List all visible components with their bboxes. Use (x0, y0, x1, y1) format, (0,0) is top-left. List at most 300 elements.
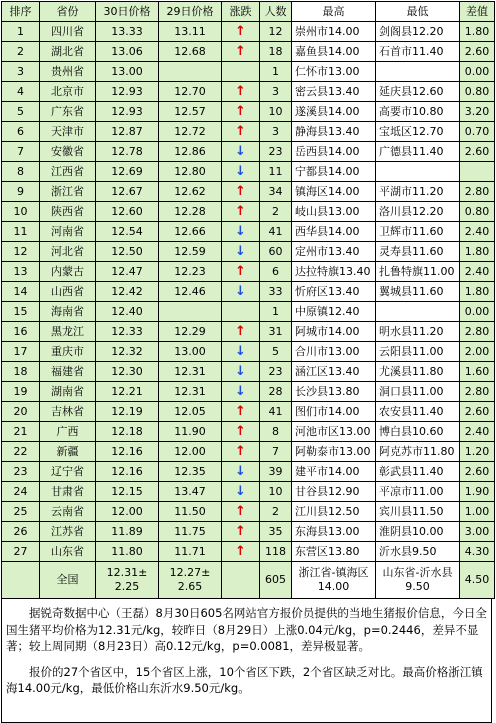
cell-price-29: 12.29 (159, 322, 222, 342)
table-row (2, 122, 495, 142)
table-row (2, 342, 495, 362)
total-price-30: 12.31± 2.25 (96, 562, 159, 599)
cell-count: 1 (260, 62, 292, 82)
cell-low: 剑阁县12.20 (376, 22, 460, 42)
cell-province: 云南省 (40, 502, 96, 522)
cell-diff: 0.00 (460, 62, 495, 82)
cell-rank: 10 (2, 202, 40, 222)
cell-high: 仁怀市13.00 (292, 62, 376, 82)
cell-province: 甘肃省 (40, 482, 96, 502)
cell-count: 34 (260, 182, 292, 202)
cell-rank: 7 (2, 142, 40, 162)
cell-price-29: 12.46 (159, 282, 222, 302)
cell-price-29: 12.23 (159, 262, 222, 282)
arrow-up-icon: ↑ (235, 423, 246, 439)
cell-price-29: 12.80 (159, 162, 222, 182)
cell-price-29: 12.57 (159, 102, 222, 122)
cell-price-30: 12.00 (96, 502, 159, 522)
cell-province: 天津市 (40, 122, 96, 142)
cell-count: 60 (260, 242, 292, 262)
cell-diff (460, 162, 495, 182)
cell-price-30: 11.80 (96, 542, 159, 562)
cell-high: 嘉鱼县14.00 (292, 42, 376, 62)
header-low: 最低 (376, 2, 460, 22)
cell-count: 1 (260, 302, 292, 322)
cell-trend (222, 302, 260, 322)
cell-price-29: 12.00 (159, 442, 222, 462)
cell-rank: 19 (2, 382, 40, 402)
cell-province: 江西省 (40, 162, 96, 182)
cell-price-30: 12.19 (96, 402, 159, 422)
cell-low: 扎鲁特旗11.00 (376, 262, 460, 282)
cell-high: 江川县12.50 (292, 502, 376, 522)
cell-diff: 0.70 (460, 122, 495, 142)
cell-price-30: 12.54 (96, 222, 159, 242)
table-row (2, 362, 495, 382)
arrow-up-icon: ↑ (235, 403, 246, 419)
cell-high: 宁都县14.00 (292, 162, 376, 182)
cell-low (376, 302, 460, 322)
cell-trend (222, 482, 260, 502)
cell-trend (222, 362, 260, 382)
cell-count: 28 (260, 382, 292, 402)
cell-high: 西华县14.00 (292, 222, 376, 242)
table-row (2, 222, 495, 242)
table-row (2, 42, 495, 62)
cell-low: 翼城县11.60 (376, 282, 460, 302)
cell-price-29: 13.11 (159, 22, 222, 42)
cell-low: 洛川县12.20 (376, 202, 460, 222)
price-table (1, 1, 495, 599)
cell-trend (222, 162, 260, 182)
cell-price-30: 12.18 (96, 422, 159, 442)
table-row (2, 262, 495, 282)
cell-low: 洞口县11.00 (376, 382, 460, 402)
cell-price-30: 12.21 (96, 382, 159, 402)
arrow-down-icon: ↓ (235, 463, 246, 479)
cell-price-30: 12.67 (96, 182, 159, 202)
total-label: 全国 (40, 562, 96, 599)
table-row (2, 462, 495, 482)
cell-trend (222, 342, 260, 362)
cell-diff: 2.40 (460, 222, 495, 242)
cell-high: 静海县13.40 (292, 122, 376, 142)
cell-province: 四川省 (40, 22, 96, 42)
cell-price-29: 11.90 (159, 422, 222, 442)
cell-low: 淮阴县10.00 (376, 522, 460, 542)
cell-province: 河北省 (40, 242, 96, 262)
arrow-down-icon: ↓ (235, 283, 246, 299)
header-price-30: 30日价格 (96, 2, 159, 22)
cell-rank: 21 (2, 422, 40, 442)
cell-trend (222, 102, 260, 122)
cell-diff: 0.80 (460, 82, 495, 102)
cell-rank: 2 (2, 42, 40, 62)
cell-price-30: 12.47 (96, 262, 159, 282)
arrow-down-icon: ↓ (235, 483, 246, 499)
cell-price-29: 11.50 (159, 502, 222, 522)
cell-rank: 17 (2, 342, 40, 362)
cell-high: 密云县13.40 (292, 82, 376, 102)
arrow-up-icon: ↑ (235, 23, 246, 39)
total-price-29: 12.27± 2.65 (159, 562, 222, 599)
header-province: 省份 (40, 2, 96, 22)
cell-trend (222, 22, 260, 42)
cell-price-30: 12.16 (96, 442, 159, 462)
cell-rank: 6 (2, 122, 40, 142)
cell-count: 3 (260, 82, 292, 102)
cell-diff: 2.60 (460, 42, 495, 62)
cell-province: 浙江省 (40, 182, 96, 202)
cell-high: 长沙县13.80 (292, 382, 376, 402)
cell-count: 23 (260, 142, 292, 162)
cell-high: 涵江区13.40 (292, 362, 376, 382)
cell-price-30: 12.50 (96, 242, 159, 262)
summary-notes (1, 599, 492, 723)
cell-low: 沂水县9.50 (376, 542, 460, 562)
cell-low: 平湖市11.20 (376, 182, 460, 202)
cell-count: 10 (260, 102, 292, 122)
arrow-up-icon: ↑ (235, 263, 246, 279)
cell-low: 博白县10.60 (376, 422, 460, 442)
cell-price-29: 13.47 (159, 482, 222, 502)
arrow-down-icon: ↓ (235, 363, 246, 379)
cell-diff: 2.60 (460, 462, 495, 482)
cell-high: 河池市区13.00 (292, 422, 376, 442)
cell-price-30: 12.69 (96, 162, 159, 182)
cell-diff: 1.90 (460, 482, 495, 502)
table-row (2, 502, 495, 522)
cell-count: 118 (260, 542, 292, 562)
cell-price-29: 12.70 (159, 82, 222, 102)
cell-low (376, 162, 460, 182)
cell-diff: 4.30 (460, 542, 495, 562)
table-row (2, 62, 495, 82)
cell-low: 尤溪县11.80 (376, 362, 460, 382)
arrow-up-icon: ↑ (235, 203, 246, 219)
cell-diff: 3.20 (460, 102, 495, 122)
cell-price-29: 12.31 (159, 382, 222, 402)
cell-province: 湖南省 (40, 382, 96, 402)
table-row (2, 382, 495, 402)
cell-province: 广西 (40, 422, 96, 442)
cell-diff: 1.80 (460, 282, 495, 302)
cell-price-30: 12.42 (96, 282, 159, 302)
total-trend (222, 562, 260, 599)
cell-rank: 15 (2, 302, 40, 322)
cell-count: 33 (260, 282, 292, 302)
cell-count: 35 (260, 522, 292, 542)
cell-count: 2 (260, 202, 292, 222)
total-rank (2, 562, 40, 599)
cell-province: 新疆 (40, 442, 96, 462)
cell-price-30: 12.78 (96, 142, 159, 162)
table-row (2, 422, 495, 442)
cell-price-30: 13.00 (96, 62, 159, 82)
cell-rank: 14 (2, 282, 40, 302)
cell-diff: 1.80 (460, 22, 495, 42)
cell-low: 广德县11.40 (376, 142, 460, 162)
cell-rank: 12 (2, 242, 40, 262)
arrow-up-icon: ↑ (235, 523, 246, 539)
cell-price-29: 12.62 (159, 182, 222, 202)
cell-low: 明水县11.20 (376, 322, 460, 342)
cell-low: 阿克苏市11.80 (376, 442, 460, 462)
header-count: 人数 (260, 2, 292, 22)
table-row (2, 242, 495, 262)
total-high: 浙江省-镇海区 14.00 (292, 562, 376, 599)
cell-price-30: 11.89 (96, 522, 159, 542)
cell-high: 岳西县14.00 (292, 142, 376, 162)
cell-price-30: 12.87 (96, 122, 159, 142)
total-count: 605 (260, 562, 292, 599)
cell-diff: 1.60 (460, 362, 495, 382)
header-row (2, 2, 495, 22)
cell-high: 达拉特旗13.40 (292, 262, 376, 282)
cell-high: 合川市13.00 (292, 342, 376, 362)
table-row (2, 322, 495, 342)
cell-diff: 1.20 (460, 442, 495, 462)
cell-trend (222, 542, 260, 562)
cell-province: 江苏省 (40, 522, 96, 542)
cell-price-29: 11.71 (159, 542, 222, 562)
cell-high: 遂溪县14.00 (292, 102, 376, 122)
cell-diff: 2.80 (460, 382, 495, 402)
cell-trend (222, 142, 260, 162)
arrow-up-icon: ↑ (235, 503, 246, 519)
cell-high: 东营区13.80 (292, 542, 376, 562)
cell-low: 平凉市11.00 (376, 482, 460, 502)
cell-high: 东海县13.00 (292, 522, 376, 542)
cell-high: 阿勒泰市13.00 (292, 442, 376, 462)
cell-count: 11 (260, 162, 292, 182)
cell-count: 41 (260, 222, 292, 242)
summary-paragraph: 报价的27个省区中，15个省区上涨，10个省区下跌，2个省区缺乏对比。最高价格浙江镇海14.00元/kg，最低价格山东沂水9.50元/kg。 (6, 664, 483, 695)
header-high: 最高 (292, 2, 376, 22)
cell-trend (222, 182, 260, 202)
cell-price-29 (159, 302, 222, 322)
cell-diff: 3.00 (460, 522, 495, 542)
cell-trend (222, 462, 260, 482)
header-rank: 排序 (2, 2, 40, 22)
cell-low: 彰武县11.40 (376, 462, 460, 482)
cell-rank: 9 (2, 182, 40, 202)
summary-paragraph: 据锐奇数据中心（王磊）8月30日605名网站官方报价员提供的当地生猪报价信息，今日全国生猪平均价格为12.31元/kg，较昨日（8月29日）上涨0.04元/kg，p=0.2446，差异不显著；较上周同期（8月23日）高0.12元/kg，p=0.0081，差异极显著。 (6, 606, 487, 653)
cell-province: 北京市 (40, 82, 96, 102)
cell-rank: 26 (2, 522, 40, 542)
cell-rank: 20 (2, 402, 40, 422)
table-row (2, 302, 495, 322)
cell-count: 3 (260, 122, 292, 142)
cell-price-29: 12.35 (159, 462, 222, 482)
cell-rank: 3 (2, 62, 40, 82)
cell-price-30: 12.16 (96, 462, 159, 482)
arrow-up-icon: ↑ (235, 183, 246, 199)
cell-trend (222, 62, 260, 82)
cell-diff: 2.40 (460, 262, 495, 282)
cell-trend (222, 442, 260, 462)
cell-low: 高要市10.80 (376, 102, 460, 122)
cell-diff: 2.60 (460, 142, 495, 162)
arrow-up-icon: ↑ (235, 123, 246, 139)
cell-low: 云阳县11.00 (376, 342, 460, 362)
cell-trend (222, 502, 260, 522)
header-price-29: 29日价格 (159, 2, 222, 22)
cell-rank: 25 (2, 502, 40, 522)
cell-price-30: 12.93 (96, 102, 159, 122)
table-row (2, 182, 495, 202)
cell-price-29: 11.75 (159, 522, 222, 542)
cell-province: 辽宁省 (40, 462, 96, 482)
cell-province: 吉林省 (40, 402, 96, 422)
cell-diff: 0.00 (460, 302, 495, 322)
cell-high: 镇海区14.00 (292, 182, 376, 202)
cell-count: 39 (260, 462, 292, 482)
cell-high: 中原镇12.40 (292, 302, 376, 322)
cell-price-29: 12.28 (159, 202, 222, 222)
cell-low: 灵寿县11.60 (376, 242, 460, 262)
cell-rank: 5 (2, 102, 40, 122)
table-row (2, 522, 495, 542)
table-row (2, 482, 495, 502)
arrow-up-icon: ↑ (235, 103, 246, 119)
cell-count: 31 (260, 322, 292, 342)
cell-trend (222, 122, 260, 142)
cell-price-29: 12.66 (159, 222, 222, 242)
cell-high: 定州市13.40 (292, 242, 376, 262)
cell-diff: 1.00 (460, 502, 495, 522)
cell-price-30: 12.32 (96, 342, 159, 362)
cell-trend (222, 402, 260, 422)
cell-province: 山东省 (40, 542, 96, 562)
cell-count: 8 (260, 422, 292, 442)
table-row (2, 202, 495, 222)
cell-province: 重庆市 (40, 342, 96, 362)
cell-trend (222, 42, 260, 62)
cell-high: 忻府区13.40 (292, 282, 376, 302)
cell-price-29: 13.00 (159, 342, 222, 362)
table-body (2, 22, 495, 562)
cell-high: 阿城市14.00 (292, 322, 376, 342)
header-diff: 差值 (460, 2, 495, 22)
cell-price-29: 12.86 (159, 142, 222, 162)
cell-trend (222, 382, 260, 402)
cell-price-30: 12.30 (96, 362, 159, 382)
cell-province: 湖北省 (40, 42, 96, 62)
cell-low: 宾川县11.50 (376, 502, 460, 522)
cell-price-29: 12.72 (159, 122, 222, 142)
cell-low (376, 62, 460, 82)
cell-province: 福建省 (40, 362, 96, 382)
cell-price-30: 12.15 (96, 482, 159, 502)
cell-trend (222, 422, 260, 442)
cell-province: 陕西省 (40, 202, 96, 222)
cell-count: 5 (260, 342, 292, 362)
cell-rank: 11 (2, 222, 40, 242)
cell-count: 18 (260, 42, 292, 62)
cell-low: 宝坻区12.70 (376, 122, 460, 142)
cell-low: 农安县11.40 (376, 402, 460, 422)
cell-price-30: 13.06 (96, 42, 159, 62)
arrow-down-icon: ↓ (235, 383, 246, 399)
cell-rank: 13 (2, 262, 40, 282)
cell-diff: 2.80 (460, 182, 495, 202)
arrow-up-icon: ↑ (235, 543, 246, 559)
cell-trend (222, 82, 260, 102)
cell-low: 延庆县12.60 (376, 82, 460, 102)
cell-trend (222, 202, 260, 222)
cell-price-30: 12.33 (96, 322, 159, 342)
table-row (2, 542, 495, 562)
arrow-down-icon: ↓ (235, 223, 246, 239)
cell-high: 甘谷县12.90 (292, 482, 376, 502)
cell-rank: 23 (2, 462, 40, 482)
arrow-up-icon: ↑ (235, 43, 246, 59)
cell-trend (222, 522, 260, 542)
cell-count: 7 (260, 442, 292, 462)
table-row (2, 82, 495, 102)
table-row (2, 102, 495, 122)
cell-count: 2 (260, 502, 292, 522)
table-row (2, 22, 495, 42)
cell-province: 安徽省 (40, 142, 96, 162)
cell-rank: 24 (2, 482, 40, 502)
cell-price-29 (159, 62, 222, 82)
cell-trend (222, 282, 260, 302)
cell-low: 石首市11.40 (376, 42, 460, 62)
cell-count: 12 (260, 22, 292, 42)
cell-price-29: 12.31 (159, 362, 222, 382)
cell-count: 23 (260, 362, 292, 382)
cell-count: 41 (260, 402, 292, 422)
cell-province: 内蒙古 (40, 262, 96, 282)
cell-price-29: 12.68 (159, 42, 222, 62)
total-row (2, 562, 495, 599)
arrow-down-icon: ↓ (235, 243, 246, 259)
cell-price-30: 12.60 (96, 202, 159, 222)
cell-high: 崇州市14.00 (292, 22, 376, 42)
cell-trend (222, 222, 260, 242)
arrow-up-icon: ↑ (235, 443, 246, 459)
total-diff: 4.50 (460, 562, 495, 599)
table-row (2, 402, 495, 422)
cell-trend (222, 262, 260, 282)
arrow-down-icon: ↓ (235, 143, 246, 159)
cell-province: 广东省 (40, 102, 96, 122)
table-row (2, 442, 495, 462)
cell-price-29: 12.05 (159, 402, 222, 422)
cell-rank: 1 (2, 22, 40, 42)
arrow-down-icon: ↓ (235, 343, 246, 359)
cell-count: 10 (260, 482, 292, 502)
cell-province: 黑龙江 (40, 322, 96, 342)
arrow-up-icon: ↑ (235, 323, 246, 339)
cell-high: 建平市14.00 (292, 462, 376, 482)
cell-province: 河南省 (40, 222, 96, 242)
header-trend: 涨跌 (222, 2, 260, 22)
cell-price-29: 12.59 (159, 242, 222, 262)
cell-price-30: 12.40 (96, 302, 159, 322)
price-report (1, 1, 494, 723)
table-row (2, 282, 495, 302)
cell-rank: 16 (2, 322, 40, 342)
cell-province: 山西省 (40, 282, 96, 302)
cell-high: 岐山县13.00 (292, 202, 376, 222)
cell-count: 6 (260, 262, 292, 282)
cell-province: 贵州省 (40, 62, 96, 82)
cell-diff: 2.00 (460, 342, 495, 362)
cell-trend (222, 242, 260, 262)
